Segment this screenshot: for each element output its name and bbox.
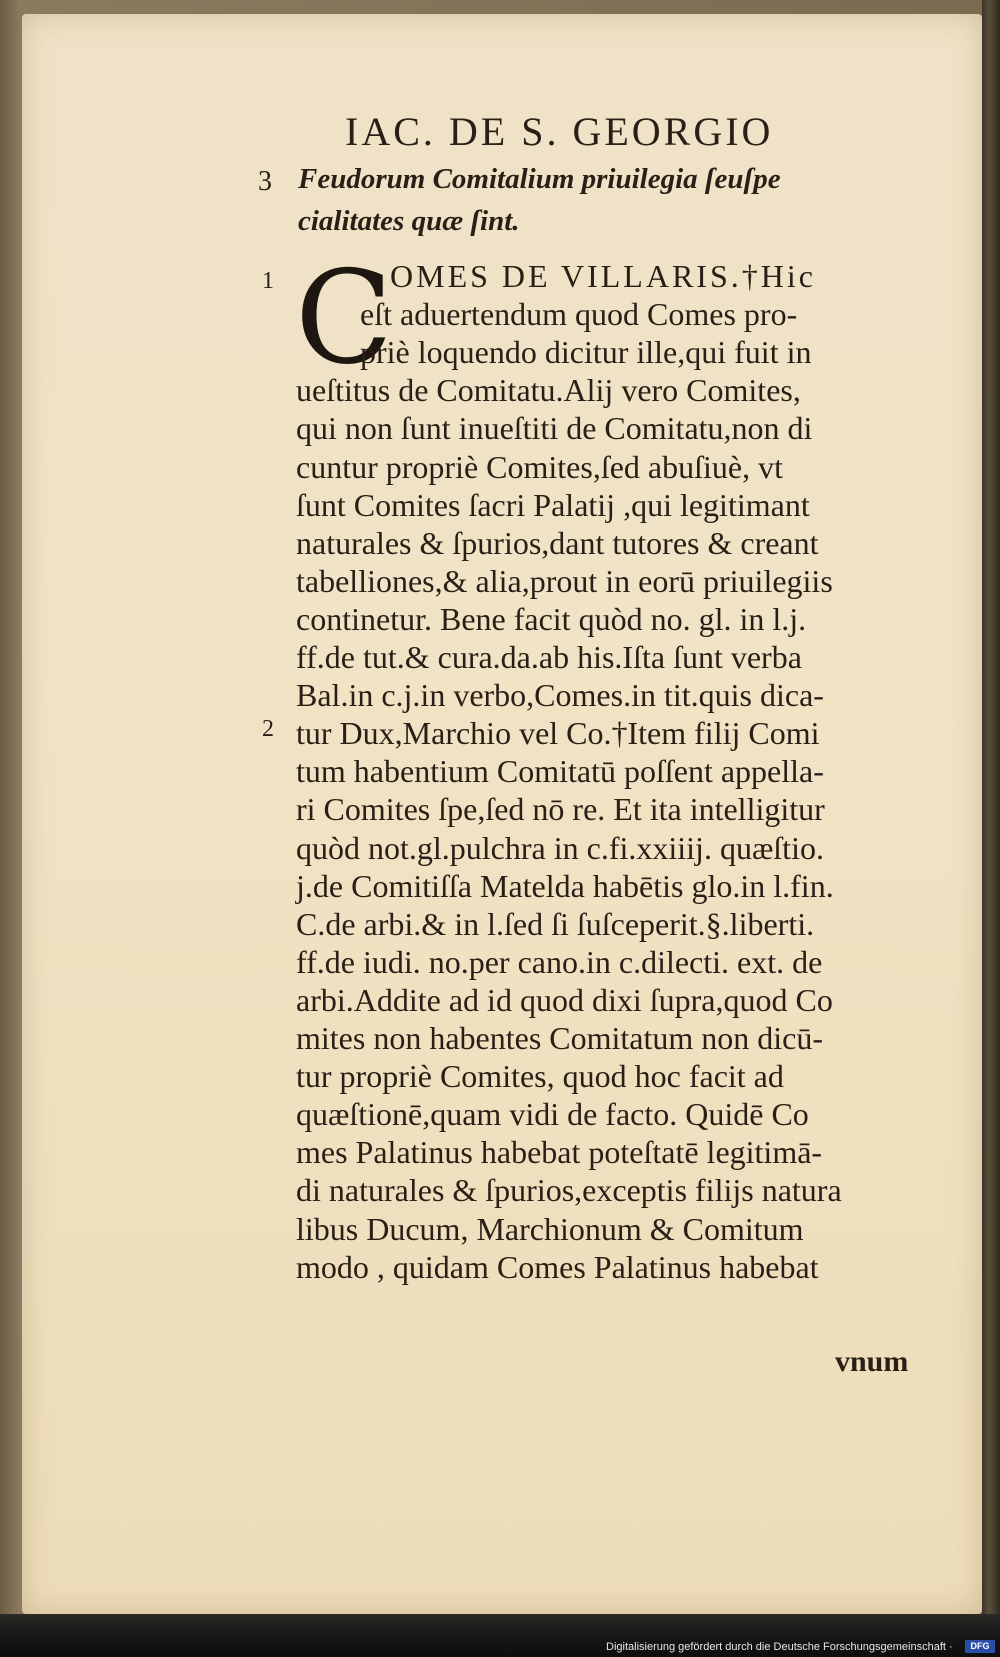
digitization-credit: Digitalisierung gefördert durch die Deutsche Forschungsgemeinschaft · bbox=[606, 1641, 953, 1653]
text-line: tum habentium Comitatū poſſent appella- bbox=[296, 753, 824, 790]
text-line: quòd not.gl.pulchra in c.fi.xxiiij. quæſtio. bbox=[296, 829, 824, 866]
text-line: tur propriè Comites, quod hoc facit ad bbox=[296, 1058, 784, 1095]
text-line: j.de Comitiſſa Matelda habētis glo.in l.fin. bbox=[296, 867, 834, 904]
margin-number-2: 2 bbox=[262, 716, 274, 742]
text-line: tur Dux,Marchio vel Co.†Item filij Comi bbox=[296, 715, 820, 752]
text-line: tabelliones,& alia,prout in eorū priuilegiis bbox=[296, 562, 833, 599]
text-line: modo , quidam Comes Palatinus habebat bbox=[296, 1248, 819, 1285]
text-line: ueſtitus de Comitatu.Alij vero Comites, bbox=[296, 372, 801, 409]
dfg-logo: DFG bbox=[965, 1640, 995, 1653]
text-line: cuntur propriè Comites,ſed abuſiuè, vt bbox=[296, 448, 783, 485]
text-line: OMES DE VILLARIS.†Hic bbox=[390, 258, 816, 294]
text-line: qui non ſunt inueſtiti de Comitatu,non di bbox=[296, 410, 813, 447]
text-line: ff.de tut.& cura.da.ab his.Iſta ſunt verba bbox=[296, 639, 802, 675]
book-edge bbox=[982, 0, 1000, 1620]
text-line: ri Comites ſpe,ſed nō re. Et ita intelligitur bbox=[296, 791, 825, 828]
text-line: Bal.in c.j.in verbo,Comes.in tit.quis dica- bbox=[296, 677, 824, 714]
subtitle-line-2: cialitates quæ ſint. bbox=[298, 205, 520, 237]
text-line: quæſtionē,quam vidi de facto. Quidē Co bbox=[296, 1096, 809, 1133]
text-line: di naturales & ſpurios,exceptis filijs natura bbox=[296, 1172, 842, 1209]
folio-mark: 3 bbox=[258, 166, 272, 197]
text-line: C.de arbi.& in l.ſed ſi ſuſceperit.§.liberti. bbox=[296, 905, 815, 942]
text-line: arbi.Addite ad id quod dixi ſupra,quod Co bbox=[296, 981, 833, 1018]
margin-number-1: 1 bbox=[262, 268, 274, 294]
running-title: IAC. DE S. GEORGIO bbox=[345, 109, 774, 154]
catchword: vnum bbox=[835, 1345, 909, 1378]
section-subtitle bbox=[298, 158, 938, 242]
subtitle-line-1: Feudorum Comitalium priuilegia ſeuſpe bbox=[298, 163, 781, 195]
text-line: naturales & ſpurios,dant tutores & creant bbox=[296, 524, 819, 561]
text-line: ff.de iudi. no.per cano.in c.dilecti. ext. de bbox=[296, 943, 823, 980]
text-line: continetur. Bene facit quòd no. gl. in l.j. bbox=[296, 600, 807, 637]
text-line: eſt aduertendum quod Comes pro- bbox=[360, 296, 798, 333]
text-line: mites non habentes Comitatum non dicū- bbox=[296, 1020, 824, 1056]
drop-cap-initial: C bbox=[295, 244, 393, 393]
text-line: mes Palatinus habebat poteſtatē legitimā- bbox=[296, 1134, 823, 1171]
text-line: libus Ducum, Marchionum & Comitum bbox=[296, 1210, 804, 1247]
text-line: priè loquendo dicitur ille,qui fuit in bbox=[360, 334, 812, 371]
text-line: ſunt Comites ſacri Palatij ,qui legitimant bbox=[296, 486, 810, 523]
